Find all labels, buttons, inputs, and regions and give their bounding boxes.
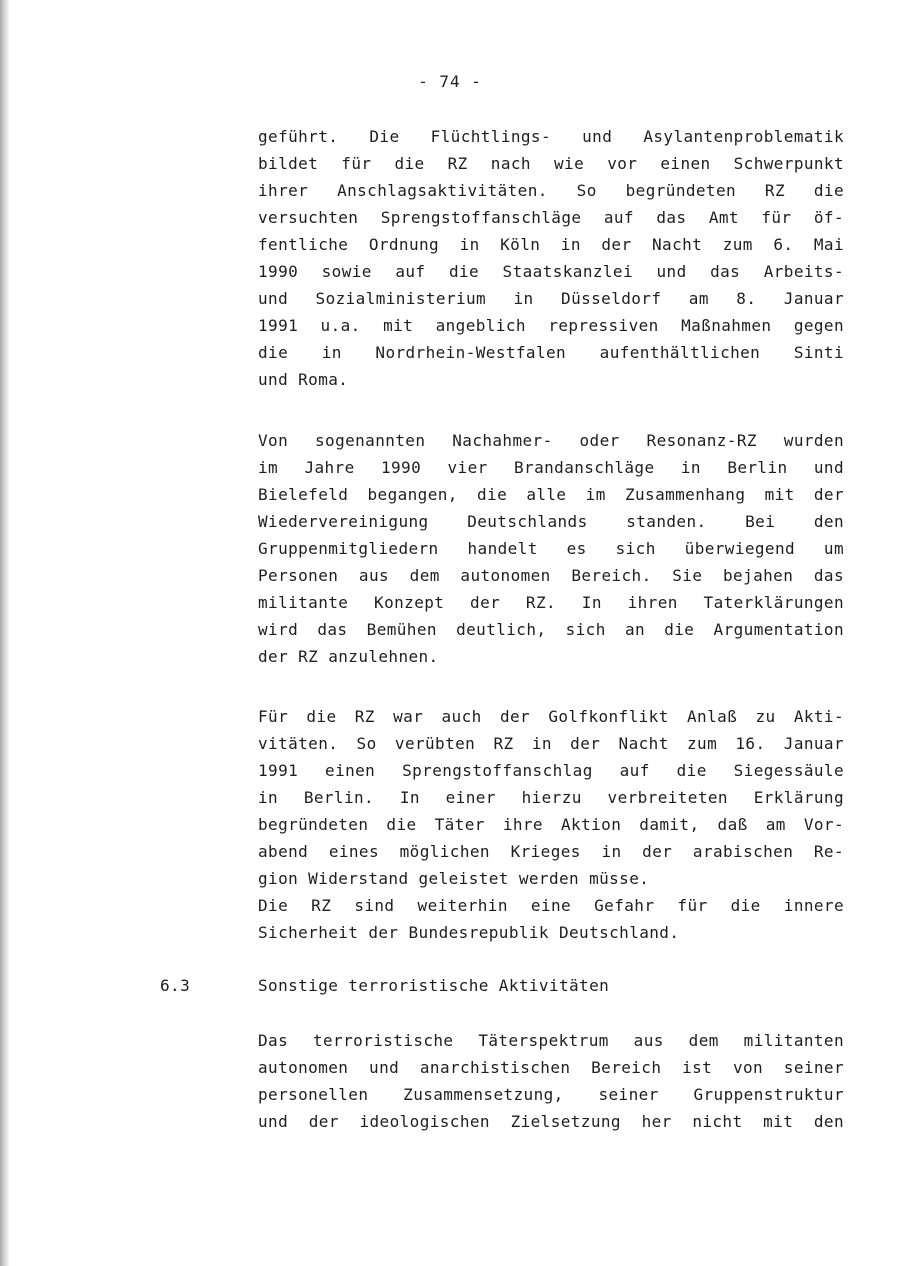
text-line: Sicherheit der Bundesrepublik Deutschland. bbox=[258, 923, 680, 942]
text-line: und Roma. bbox=[258, 370, 349, 389]
paragraph-1 bbox=[258, 123, 844, 393]
text-line: begründeten die Täter ihre Aktion damit, daß am Vor- bbox=[258, 815, 844, 834]
text-line: Für die RZ war auch der Golfkonflikt Anlaß zu Akti- bbox=[258, 707, 844, 726]
text-line: Das terroristische Täterspektrum aus dem militanten bbox=[258, 1031, 844, 1050]
text-line: 1990 sowie auf die Staatskanzlei und das Arbeits- bbox=[258, 262, 844, 281]
text-line: personellen Zusammensetzung, seiner Gruppenstruktur bbox=[258, 1085, 844, 1104]
text-line: 1991 u.a. mit angeblich repressiven Maßnahmen gegen bbox=[258, 316, 844, 335]
text-line: gion Widerstand geleistet werden müsse. bbox=[258, 869, 650, 888]
text-line: Bielefeld begangen, die alle im Zusammenhang mit der bbox=[258, 485, 844, 504]
section-title: Sonstige terroristische Aktivitäten bbox=[258, 976, 610, 995]
scan-left-edge bbox=[0, 0, 9, 1266]
text-line: ihrer Anschlagsaktivitäten. So begründeten RZ die bbox=[258, 181, 844, 200]
text-line: Wiedervereinigung Deutschlands standen. Bei den bbox=[258, 512, 844, 531]
text-line: geführt. Die Flüchtlings- und Asylantenproblematik bbox=[258, 127, 844, 146]
text-line: die in Nordrhein-Westfalen aufenthältlichen Sinti bbox=[258, 343, 844, 362]
text-line: Personen aus dem autonomen Bereich. Sie bejahen das bbox=[258, 566, 844, 585]
text-line: fentliche Ordnung in Köln in der Nacht zum 6. Mai bbox=[258, 235, 844, 254]
text-line: Gruppenmitgliedern handelt es sich überwiegend um bbox=[258, 539, 844, 558]
paragraph-2 bbox=[258, 427, 844, 670]
text-line: bildet für die RZ nach wie vor einen Schwerpunkt bbox=[258, 154, 844, 173]
text-line: versuchten Sprengstoffanschläge auf das Amt für öf- bbox=[258, 208, 844, 227]
section-heading bbox=[0, 972, 900, 999]
page-number: - 74 - bbox=[418, 72, 482, 91]
text-line: der RZ anzulehnen. bbox=[258, 647, 439, 666]
text-line: abend eines möglichen Krieges in der arabischen Re- bbox=[258, 842, 844, 861]
paragraph-5 bbox=[258, 1027, 844, 1135]
text-line: vitäten. So verübten RZ in der Nacht zum 16. Januar bbox=[258, 734, 844, 753]
text-line: im Jahre 1990 vier Brandanschläge in Berlin und bbox=[258, 458, 844, 477]
text-line: wird das Bemühen deutlich, sich an die Argumentation bbox=[258, 620, 844, 639]
section-number: 6.3 bbox=[160, 976, 191, 995]
text-line: militante Konzept der RZ. In ihren Taterklärungen bbox=[258, 593, 844, 612]
text-line: Die RZ sind weiterhin eine Gefahr für die innere bbox=[258, 896, 844, 915]
text-line: in Berlin. In einer hierzu verbreiteten Erklärung bbox=[258, 788, 844, 807]
text-line: Von sogenannten Nachahmer- oder Resonanz-RZ wurden bbox=[258, 431, 844, 450]
text-line: 1991 einen Sprengstoffanschlag auf die Siegessäule bbox=[258, 761, 844, 780]
paragraph-4 bbox=[258, 892, 844, 946]
paragraph-3 bbox=[258, 703, 844, 892]
text-line: und Sozialministerium in Düsseldorf am 8. Januar bbox=[258, 289, 844, 308]
text-line: autonomen und anarchistischen Bereich ist von seiner bbox=[258, 1058, 844, 1077]
text-line: und der ideologischen Zielsetzung her nicht mit den bbox=[258, 1112, 844, 1131]
